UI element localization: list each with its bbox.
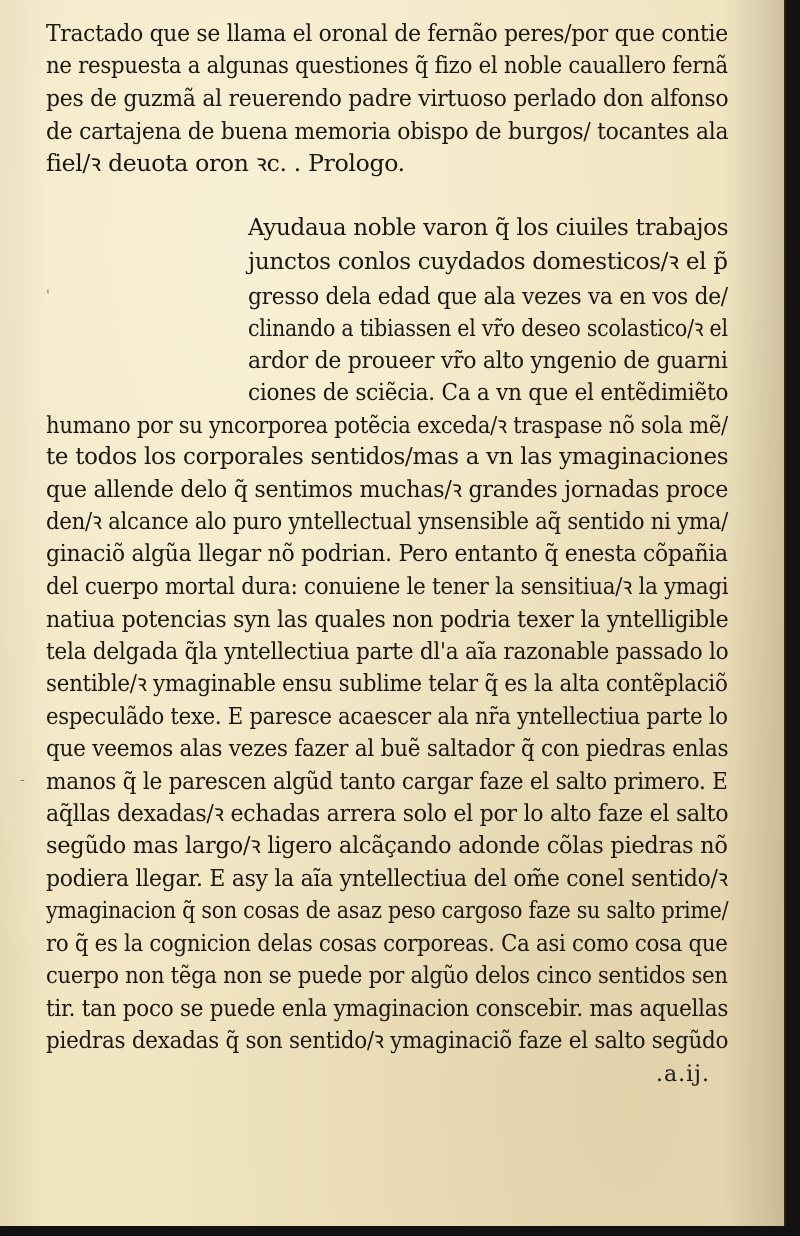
prologo-line: ardor de proueer vr̃o alto yngenio de guarni <box>248 346 728 374</box>
prologo-line: gresso dela edad que ala vezes va en vos de/ <box>248 282 728 310</box>
body-line: te todos los corporales sentidos/mas a vn las ymaginaciones <box>46 442 729 470</box>
body-line: especulãdo texe. E paresce acaescer ala nr̃a yntellectiua parte lo <box>46 702 728 730</box>
body-line: ginaciõ algũa llegar nõ podrian. Pero entanto q̃ enesta cõpañia <box>46 539 728 567</box>
body-line: ymaginacion q̃ son cosas de asaz peso cargoso faze su salto prime/ <box>46 896 729 924</box>
body-line: del cuerpo mortal dura: conuiene le tener la sensitiua/ꝛ la ymagi <box>46 572 729 600</box>
body-line: aq̃llas dexadas/ꝛ echadas arrera solo el por lo alto faze el salto <box>46 799 729 827</box>
header-line: ne respuesta a algunas questiones q̃ fizo el noble cauallero fernã <box>46 51 728 79</box>
body-line: cuerpo non tẽga non se puede por algũo delos cinco sentidos sen <box>46 961 728 989</box>
margin-speck: ' <box>46 288 50 304</box>
body-line: sentible/ꝛ ymaginable ensu sublime telar q̃ es la alta contẽplaciõ <box>46 669 728 697</box>
header-line: fiel/ꝛ deuota oron ꝛc. . Prologo. <box>46 149 405 177</box>
body-line: que veemos alas vezes fazer al buẽ saltador q̃ con piedras enlas <box>46 734 729 762</box>
prologo-line: junctos conlos cuydados domesticos/ꝛ el p̃ <box>248 247 728 275</box>
body-line: podiera llegar. E asy la aĩa yntellectiua del om̃e conel sentido/ꝛ <box>46 864 728 892</box>
body-line: ro q̃ es la cognicion delas cosas corporeas. Ca asi como cosa que <box>46 929 728 957</box>
body-line: tir. tan poco se puede enla ymaginacion conscebir. mas aquellas <box>46 994 729 1022</box>
header-line: pes de guzmã al reuerendo padre virtuoso perlado don alfonso <box>46 84 729 112</box>
prologo-line: Ayudaua noble varon q̃ los ciuiles trabajos <box>248 213 729 241</box>
body-line: den/ꝛ alcance alo puro yntellectual ynsensible aq̃ sentido ni yma/ <box>46 507 728 535</box>
body-line: piedras dexadas q̃ son sentido/ꝛ ymaginaciõ faze el salto segũdo <box>46 1026 729 1054</box>
body-line: natiua potencias syn las quales non podria texer la yntelligible <box>46 605 729 633</box>
body-line: tela delgada q̃la yntellectiua parte dl'a aĩa razonable passado lo <box>46 637 729 665</box>
prologo-line: clinando a tibiassen el vr̃o deseo scolastico/ꝛ el <box>248 314 728 342</box>
body-line: segũdo mas largo/ꝛ ligero alcãçando adonde cõlas piedras nõ <box>46 831 728 859</box>
margin-speck: - <box>20 772 25 788</box>
header-line: Tractado que se llama el oronal de fernão peres/por que contie <box>46 19 728 47</box>
header-line: de cartajena de buena memoria obispo de burgos/ tocantes ala <box>46 117 729 145</box>
signature-mark: .a.ij. <box>656 1062 710 1087</box>
body-line: que allende delo q̃ sentimos muchas/ꝛ grandes jornadas proce <box>46 475 729 503</box>
body-line: manos q̃ le parescen algũd tanto cargar faze el salto primero. E <box>46 767 728 795</box>
body-line: humano por su yncorporea potẽcia exceda/ꝛ traspase nõ sola mẽ/ <box>46 411 728 439</box>
prologo-line: ciones de sciẽcia. Ca a vn que el entẽdimiẽto <box>248 378 729 406</box>
